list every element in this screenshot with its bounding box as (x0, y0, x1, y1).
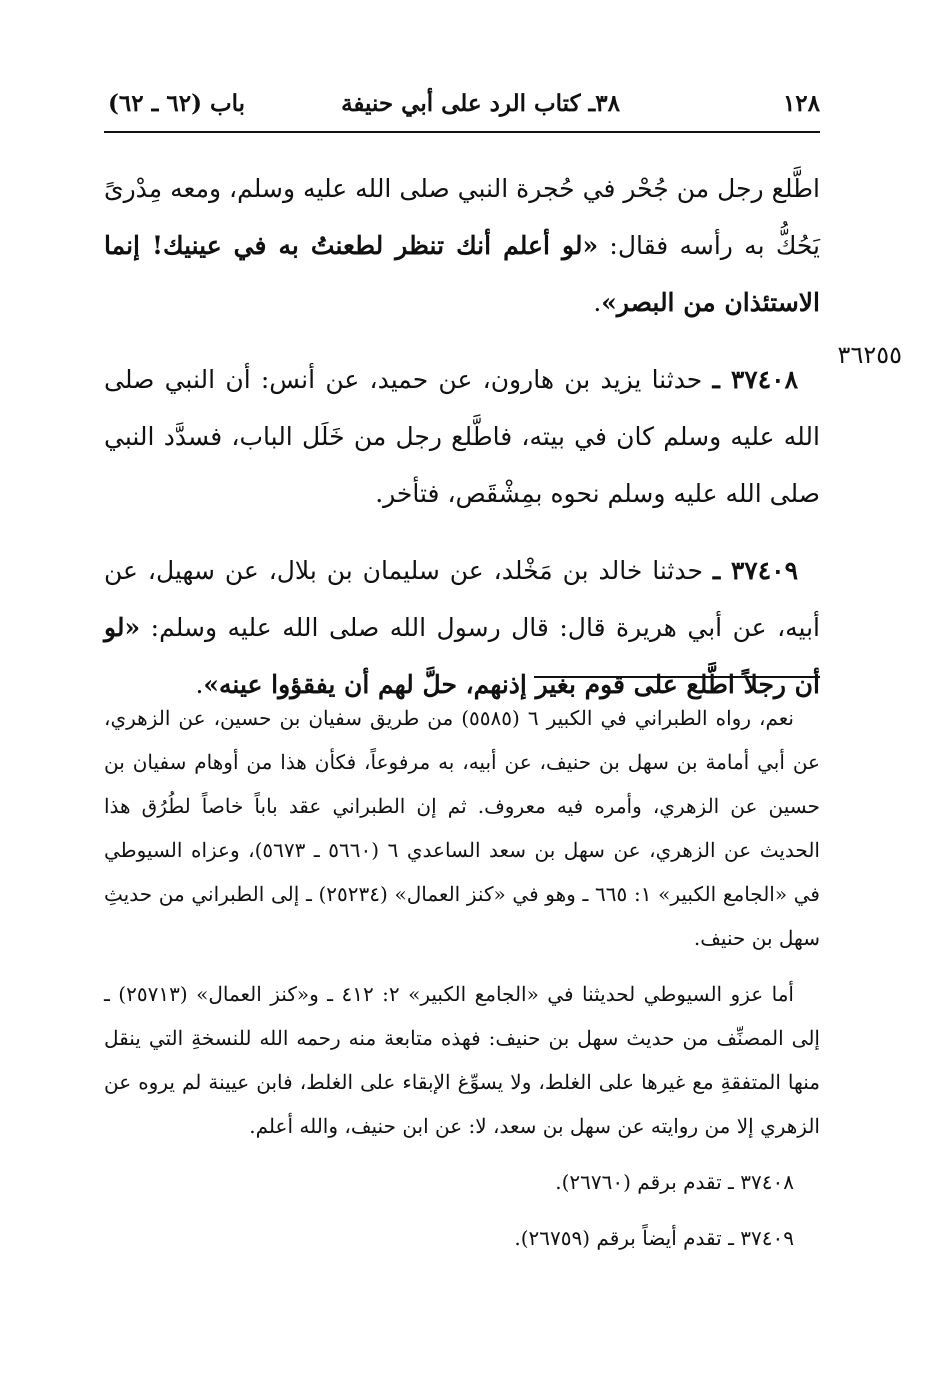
footnote-xref-37408: ٣٧٤٠٨ ـ تقدم برقم (٢٦٧٦٠). (555, 1170, 794, 1194)
footnote-1: نعم، رواه الطبراني في الكبير ٦ (٥٥٨٥) من طريق سفيان بن حسين، عن الزهري، عن أبي أمامة بن سهل بن حنيف، عن أبيه، به مرفوعاً، فكأن هذا من أوهام سفيان بن حسين عن الزهري، وأمره فيه معروف. ثم إن الطبراني عقد باباً خاصاً لطُرُق هذا الحديث عن الزهري، عن سهل بن سعد الساعدي ٦ (٥٦٦٠ ـ ٥٦٧٣)، وعزاه السيوطي في «الجامع الكبير» ١: ٦٦٥ ـ وهو في «كنز العمال» (٢٥٢٣٤) ـ إلى الطبراني من حديثِ سهل بن حنيف. (104, 706, 820, 950)
hadith-quote: «لو أن رجلاً اطَّلع على قوم بغير إذنهم، حلَّ لهم أن يفقؤوا عينه» (104, 613, 820, 699)
hadith-number: ٣٧٤٠٨ ـ (712, 365, 799, 394)
hadith-37409 (104, 542, 820, 713)
hadith-end: . (195, 670, 204, 699)
footnote-xref-37409: ٣٧٤٠٩ ـ تقدم أيضاً برقم (٢٦٧٥٩). (514, 1226, 794, 1250)
chapter-label: باب (٦٢ ـ ٦٢) (108, 90, 246, 117)
footnote-2: أما عزو السيوطي لحديثنا في «الجامع الكبير» ٢: ٤١٢ ـ و«كنز العمال» (٢٥٧١٣) ـ إلى المصنِّف من حديث سهل بن حنيف: فهذه متابعة منه رحمه الله للنسخةِ التي ينقل منها المتفقةِ مع غيرها على الغلط، ولا يسوِّغ الإبقاء على الغلط، فابن عيينة لم يروه عن الزهري إلا من روايته عن سهل بن سعد، لا: عن ابن حنيف، والله أعلم. (104, 982, 820, 1138)
paragraph-continuation (104, 160, 820, 331)
page-number: ١٢٨ (782, 90, 820, 117)
page-header (104, 84, 820, 124)
para1-end: . (593, 288, 602, 317)
main-text (104, 160, 820, 713)
para1-text: اطَّلع رجل من جُحْر في حُجرة النبي صلى الله عليه وسلم، ومعه مِدْرىً يَحُكُّ به رأسه فقال: (104, 174, 820, 260)
book-title: ٣٨ـ كتاب الرد على أبي حنيفة (341, 90, 620, 117)
footnote-divider (534, 676, 820, 678)
hadith-text: حدثنا يزيد بن هارون، عن حميد، عن أنس: أن النبي صلى الله عليه وسلم كان في بيته، فاطَّلع رجل من خَلَل الباب، فسدَّد النبي صلى الله عليه وسلم نحوه بمِشْقَص، فتأخر. (104, 365, 820, 508)
para1-quote: «لو أعلم أنك تنظر لطعنتُ به في عينيك! إنما الاستئذان من البصر» (104, 231, 820, 317)
header-divider (104, 131, 820, 133)
hadith-number: ٣٧٤٠٩ ـ (712, 556, 799, 585)
side-reference-number: ٣٦٢٥٥ (837, 341, 902, 369)
hadith-text: حدثنا خالد بن مَخْلد، عن سليمان بن بلال، عن سهيل، عن أبيه، عن أبي هريرة قال: قال رسول الله صلى الله عليه وسلم: (104, 556, 820, 642)
hadith-37408 (104, 351, 820, 522)
footnotes (104, 696, 820, 1260)
